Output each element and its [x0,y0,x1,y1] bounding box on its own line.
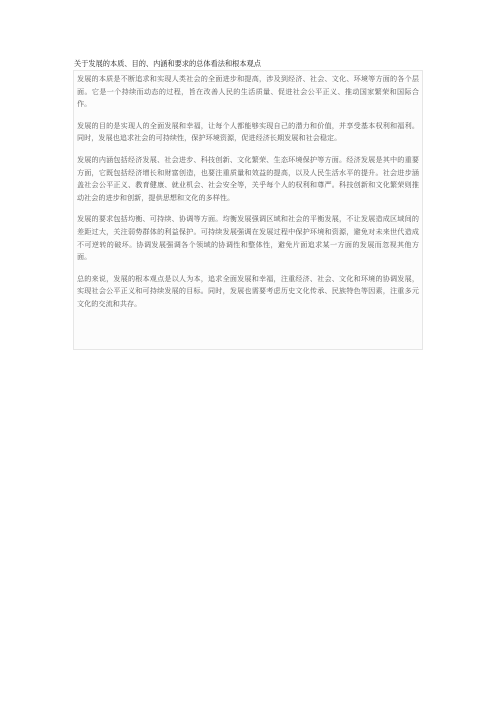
paragraph-requirements: 发展的要求包括均衡、可持续、协调等方面。均衡发展强调区域和社会的平衡发展，不让发展造成区域间的差距过大，关注弱势群体的利益保护。可持续发展强调在发展过程中保护环境和资源，避免对未来世代造成不可逆转的破坏。协调发展强调各个领域的协调性和整体性，避免片面追求某一方面的发展而忽视其他方面。 [77,214,419,262]
content-box [73,70,423,350]
paragraph-connotation: 发展的内涵包括经济发展、社会进步、科技创新、文化繁荣、生态环境保护等方面。经济发展是其中的重要方面，它既包括经济增长和财富创造，也要注重质量和效益的提高，以及人民生活水平的提升。社会进步涵盖社会公平正义、教育健康、就业机会、社会安全等，关乎每个人的权利和尊严。科技创新和文化繁荣则推动社会的进步和创新，提供思想和文化的多样性。 [77,154,419,202]
document-title: 关于发展的本质、目的、内涵和要求的总体看法和根本观点 [74,59,261,68]
paragraph-conclusion: 总的来说，发展的根本观点是以人为本，追求全面发展和幸福，注重经济、社会、文化和环境的协调发展，实现社会公平正义和可持续发展的目标。同时，发展也需要考虑历史文化传承、民族特色等因素，注重多元文化的交流和共存。 [77,273,419,308]
paragraph-purpose: 发展的目的是实现人的全面发展和幸福，让每个人都能够实现自己的潜力和价值，并享受基本权利和福利。同时，发展也追求社会的可持续性，保护环境资源，促进经济长期发展和社会稳定。 [77,120,419,143]
paragraph-essence: 发展的本质是不断追求和实现人类社会的全面进步和提高，涉及到经济、社会、文化、环境等方面的各个层面。它是一个持续而动态的过程，旨在改善人民的生活质量、促进社会公平正义、推动国家繁荣和国际合作。 [77,74,419,109]
